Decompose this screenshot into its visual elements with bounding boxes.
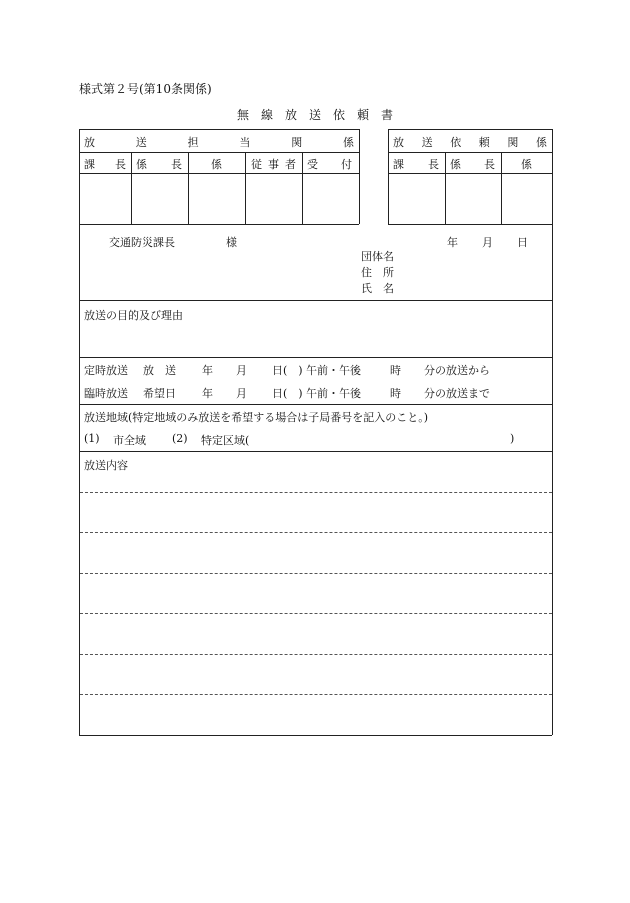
form-number: 様式第２号(第10条関係) (79, 82, 212, 96)
broadcast-staff-header (84, 134, 354, 150)
name-label: 氏 名 (361, 282, 394, 295)
column-header-subsection-chief: 係 長 (136, 158, 182, 171)
date-year-label: 年 (447, 236, 458, 249)
purpose-label: 放送の目的及び理由 (84, 309, 183, 322)
content-line (80, 613, 552, 614)
header-char: 当 (239, 136, 251, 149)
option-1-label: 市全域 (113, 434, 146, 447)
content-line (80, 654, 552, 655)
column-header-section-chief: 課 長 (393, 158, 439, 171)
year-label: 年 (202, 364, 213, 377)
ampm-label: 午前・午後 (306, 387, 361, 400)
content-label: 放送内容 (84, 459, 128, 472)
column-header-reception: 受 付 (307, 158, 352, 171)
header-char: 関 (507, 136, 519, 149)
header-char: 送 (421, 136, 433, 149)
hour-label: 時 (390, 387, 401, 400)
until-label: 分の放送まで (424, 387, 490, 400)
header-char: 係 (342, 136, 354, 149)
header-char: 放 (393, 136, 404, 149)
address-label: 住 所 (361, 266, 394, 279)
header-char: 依 (450, 136, 462, 149)
page-title: 無 線 放 送 依 頼 書 (236, 108, 393, 122)
area-label: 放送地域(特定地域のみ放送を希望する場合は子局番号を記入のこと。) (84, 411, 429, 424)
date-day-label: 日 (517, 236, 528, 249)
date-month-label: 月 (482, 236, 493, 249)
desired-date-label: 希望日 (143, 387, 176, 400)
day-label: 日( ) (272, 364, 303, 377)
header-char: 担 (187, 136, 199, 149)
addressee: 交通防災課長 (109, 236, 175, 249)
organization-label: 団体名 (361, 250, 394, 263)
honorific: 様 (226, 236, 237, 249)
year-label: 年 (202, 387, 213, 400)
option-2-label: 特定区域( (201, 434, 250, 447)
broadcast-label: 放 送 (143, 364, 176, 377)
column-header-staff: 係 (211, 158, 222, 171)
month-label: 月 (236, 364, 247, 377)
request-staff-header (393, 134, 547, 150)
content-line (80, 694, 552, 695)
content-line (80, 532, 552, 533)
header-char: 係 (535, 136, 547, 149)
hour-label: 時 (390, 364, 401, 377)
content-line (80, 492, 552, 493)
header-char: 頼 (478, 136, 490, 149)
header-char: 放 (84, 136, 95, 149)
column-header-section-chief: 課 長 (84, 158, 126, 171)
regular-broadcast-label: 定時放送 (84, 364, 128, 377)
option-2-number: (2) (172, 432, 188, 445)
column-header-operator: 従 事 者 (251, 158, 296, 171)
header-char: 送 (135, 136, 147, 149)
month-label: 月 (236, 387, 247, 400)
day-label: 日( ) (272, 387, 303, 400)
from-label: 分の放送から (424, 364, 490, 377)
header-char: 関 (291, 136, 303, 149)
temporary-broadcast-label: 臨時放送 (84, 387, 128, 400)
content-line (80, 573, 552, 574)
option-1-number: (1) (84, 432, 100, 445)
column-header-staff: 係 (521, 158, 532, 171)
column-header-subsection-chief: 係 長 (450, 158, 495, 171)
ampm-label: 午前・午後 (306, 364, 361, 377)
closing-paren: ) (510, 432, 515, 445)
